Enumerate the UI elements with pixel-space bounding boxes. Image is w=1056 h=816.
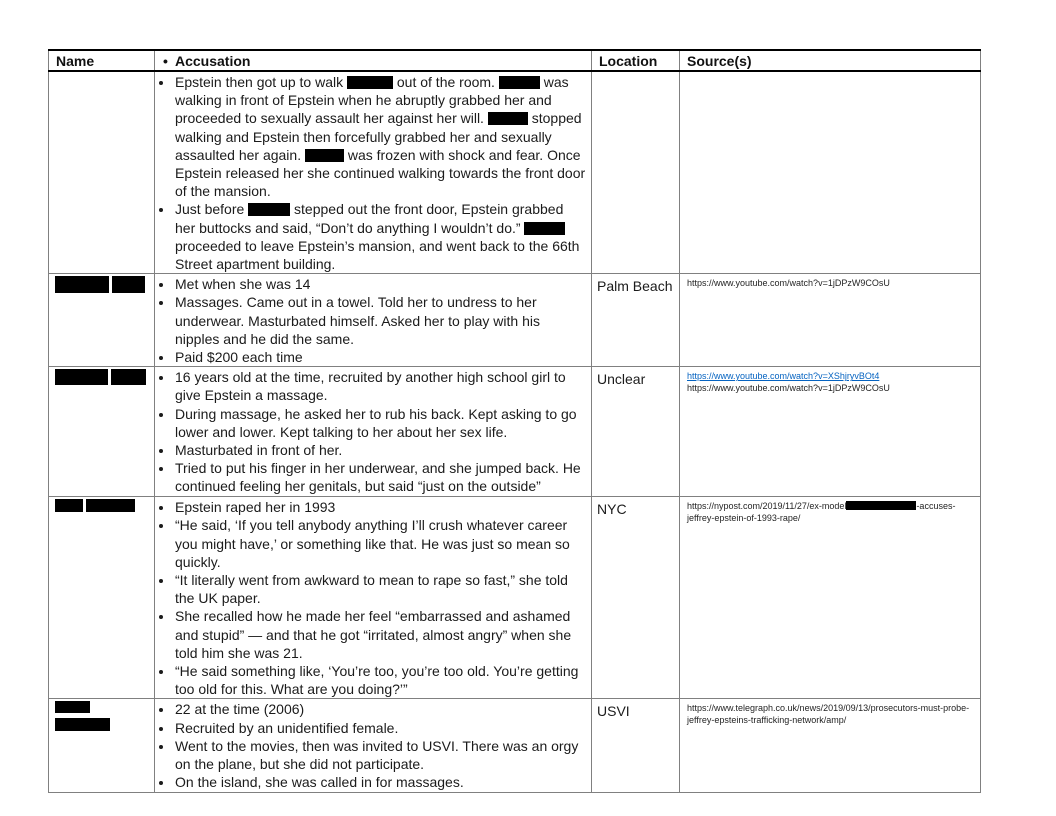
- location-cell: Palm Beach: [592, 274, 680, 367]
- name-cell: [49, 497, 155, 699]
- accusation-item: • On the island, she was called in for massages.: [174, 773, 587, 791]
- bullet-icon: •: [163, 53, 168, 69]
- table-body: [49, 71, 981, 792]
- redaction-bar: [55, 718, 110, 731]
- redaction-bar: [499, 76, 540, 89]
- sources-cell: [680, 367, 981, 497]
- accusation-item: • Epstein then got up to walk out of the room. was walking in front of Epstein when he abruptly grabbed her and proceeded to sexually assault her against her will. stopped walking and Epstein then forcefully grabbed her and sexually assaulted her again. was frozen with shock and fear. Once Epstein released her she continued walking towards the front door of the mansion.: [174, 73, 587, 200]
- accusation-cell: [155, 497, 592, 699]
- header-row: [49, 50, 981, 71]
- name-cell: [49, 71, 155, 274]
- accusations-table: [48, 49, 981, 793]
- source-hyperlink[interactable]: https://www.youtube.com/watch?v=XShjryvBOt4: [687, 371, 880, 382]
- name-cell: [49, 274, 155, 367]
- accusation-item: • Epstein raped her in 1993: [174, 498, 587, 516]
- accusation-cell: [155, 71, 592, 274]
- name-cell: [49, 699, 155, 792]
- redacted-name-line: [55, 701, 151, 713]
- redaction-bar: [55, 276, 109, 293]
- source-url-text: https://nypost.com/2019/11/27/ex-model -accuses-jeffrey-epstein-of-1993-rape/: [687, 501, 956, 523]
- column-header-location: Location: [592, 50, 680, 71]
- redacted-name-line: [55, 369, 151, 385]
- source-url-text: https://www.telegraph.co.uk/news/2019/09/13/prosecutors-must-probe-jeffrey-epsteins-trafficking-network/amp/: [687, 703, 970, 725]
- redaction-bar: [347, 76, 393, 89]
- redacted-name-line: [55, 499, 151, 512]
- table-row: [49, 497, 981, 699]
- accusation-list: [160, 498, 587, 698]
- accusation-item: • Went to the movies, then was invited to USVI. There was an orgy on the plane, but she did not participate.: [174, 737, 587, 773]
- accusation-item: • Just before stepped out the front door, Epstein grabbed her buttocks and said, “Don’t do anything I wouldn’t do.” proceeded to leave Epstein’s mansion, and went back to the 66th Street apartment building.: [174, 200, 587, 273]
- table-row: [49, 367, 981, 497]
- table-header: [49, 50, 981, 71]
- accusation-item: • Massages. Came out in a towel. Told her to undress to her underwear. Masturbated himself. Asked her to play with his nipples and he did the same.: [174, 293, 587, 348]
- location-cell: NYC: [592, 497, 680, 699]
- accusation-item: • “He said something like, ‘You’re too, you’re too old. You’re getting too old for this. What are you doing?’”: [174, 662, 587, 698]
- column-header-accusation-label: Accusation: [175, 53, 251, 69]
- accusation-item: • “It literally went from awkward to mean to rape so fast,” she told the UK paper.: [174, 571, 587, 607]
- accusation-item: • During massage, he asked her to rub his back. Kept asking to go lower and lower. Kept talking to her about her sex life.: [174, 405, 587, 441]
- name-cell: [49, 367, 155, 497]
- sources-cell: [680, 699, 981, 792]
- redaction-bar: [488, 112, 528, 125]
- accusation-item: • Recruited by an unidentified female.: [174, 719, 587, 737]
- redacted-name-line: [55, 276, 151, 293]
- source-url-text: https://www.youtube.com/watch?v=1jDPzW9COsU: [687, 382, 890, 393]
- location-cell: [592, 71, 680, 274]
- redacted-name-line: [55, 718, 151, 731]
- accusation-cell: [155, 274, 592, 367]
- accusation-list: [160, 275, 587, 366]
- table-row: [49, 274, 981, 367]
- sources-cell: [680, 497, 981, 699]
- accusation-item: • Paid $200 each time: [174, 348, 587, 366]
- redaction-bar: [248, 203, 290, 216]
- accusation-item: • Tried to put his finger in her underwear, and she jumped back. He continued feeling her genitals, but said “just on the outside”: [174, 459, 587, 495]
- source-url-text: https://www.youtube.com/watch?v=1jDPzW9COsU: [687, 278, 890, 289]
- accusation-item: • Met when she was 14: [174, 275, 587, 293]
- column-header-sources: Source(s): [680, 50, 981, 71]
- accusation-list: [160, 700, 587, 791]
- column-header-accusation: [155, 50, 592, 71]
- redaction-bar: [55, 701, 90, 713]
- redaction-bar: [86, 499, 135, 512]
- column-header-name: Name: [49, 50, 155, 71]
- accusation-item: • “He said, ‘If you tell anybody anything I’ll crush whatever career you might have,’ or something like that. He was just so mean so quickly.: [174, 516, 587, 571]
- accusation-cell: [155, 699, 592, 792]
- redaction-bar: [846, 501, 916, 510]
- accusation-cell: [155, 367, 592, 497]
- accusation-list: [160, 73, 587, 273]
- accusation-item: • 16 years old at the time, recruited by another high school girl to give Epstein a massage.: [174, 368, 587, 404]
- sources-cell: [680, 71, 981, 274]
- accusation-item: • She recalled how he made her feel “embarrassed and ashamed and stupid” — and that he got “irritated, almost angry” when she told him she was 21.: [174, 607, 587, 662]
- location-cell: Unclear: [592, 367, 680, 497]
- redaction-bar: [111, 369, 146, 385]
- redaction-bar: [55, 499, 83, 512]
- accusation-item: • 22 at the time (2006): [174, 700, 587, 718]
- table-row: [49, 71, 981, 274]
- accusation-item: • Masturbated in front of her.: [174, 441, 587, 459]
- redaction-bar: [112, 276, 145, 293]
- table-row: [49, 699, 981, 792]
- redaction-bar: [55, 369, 108, 385]
- redaction-bar: [305, 149, 344, 162]
- redaction-bar: [524, 222, 565, 235]
- accusation-list: [160, 368, 587, 495]
- sources-cell: [680, 274, 981, 367]
- location-cell: USVI: [592, 699, 680, 792]
